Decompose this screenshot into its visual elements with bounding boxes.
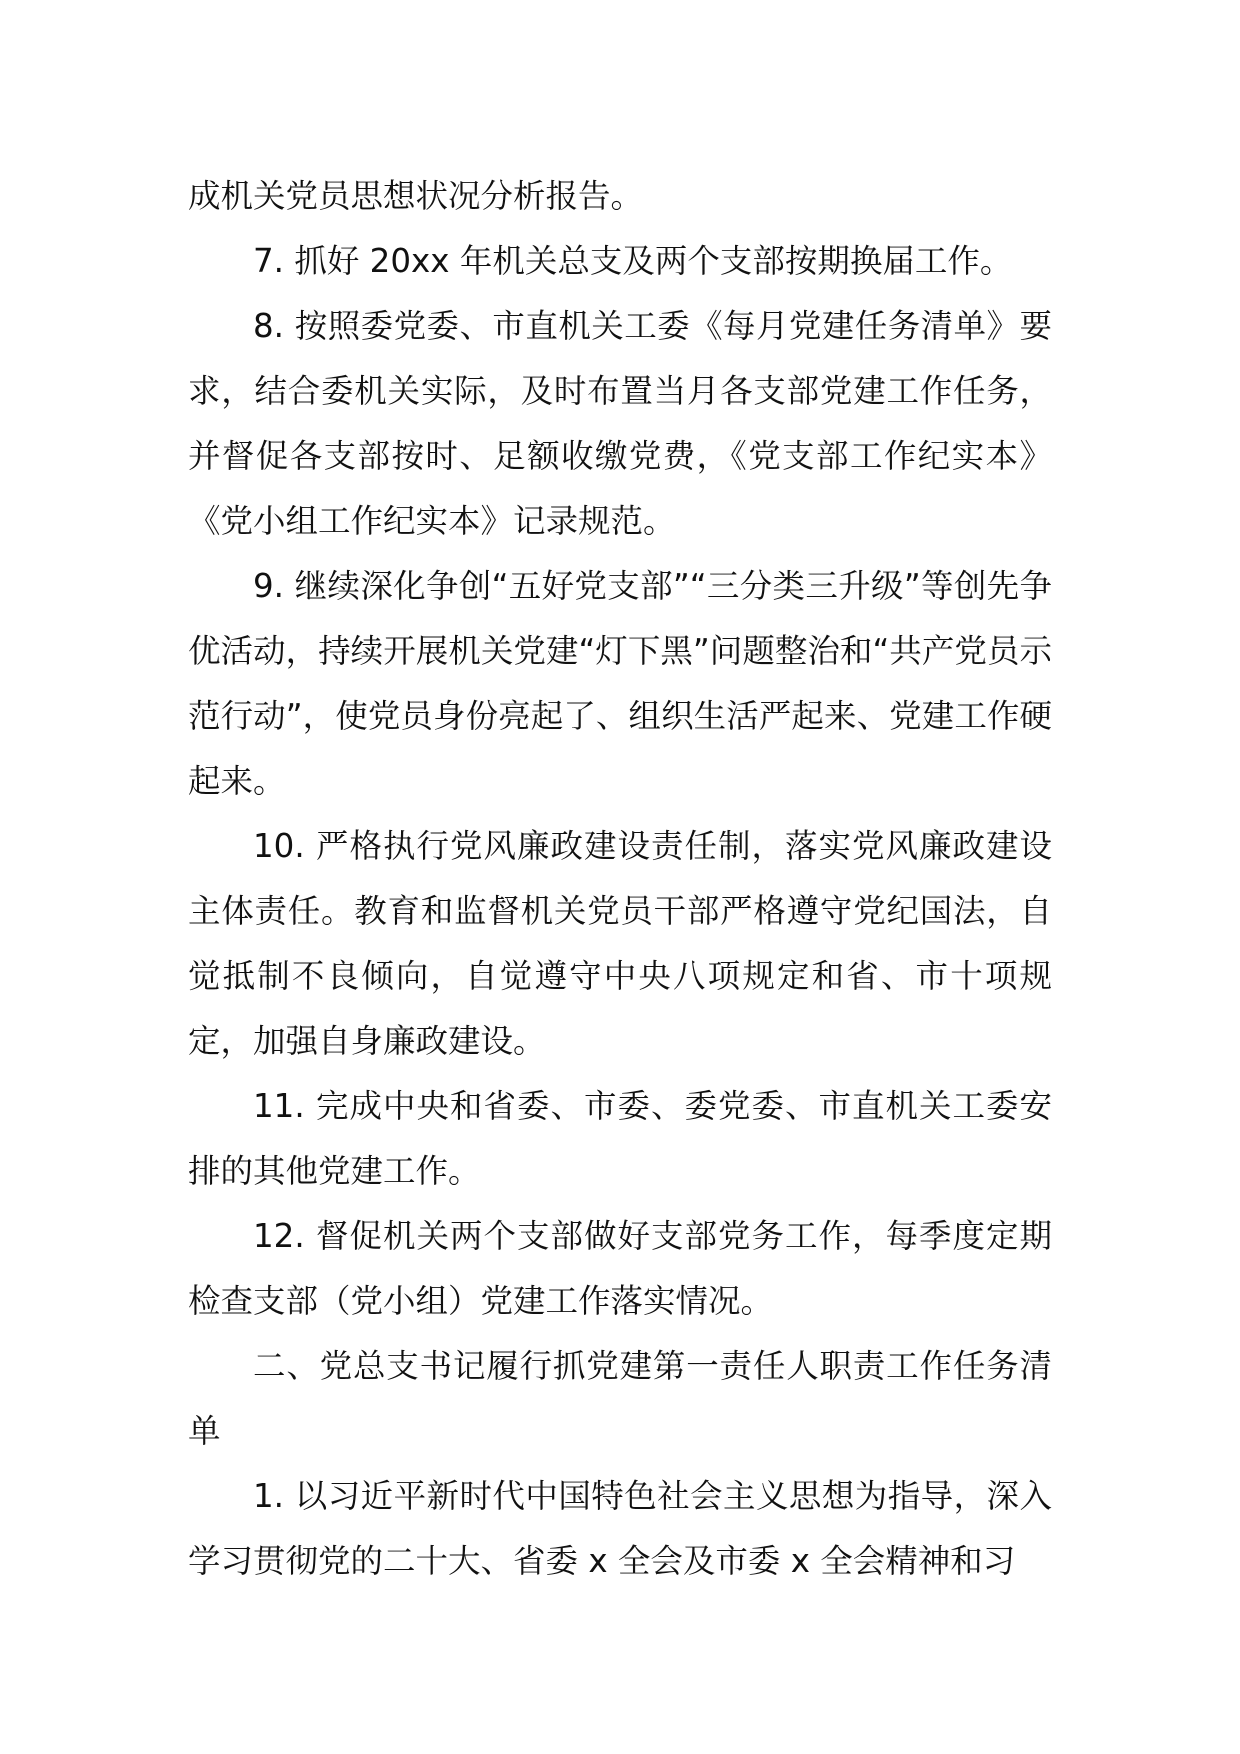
paragraph-item-10: 10. 严格执行党风廉政建设责任制，落实党风廉政建设主体责任。教育和监督机关党员干部严格遵守党纪国法，自觉抵制不良倾向，自觉遵守中央八项规定和省、市十项规定，加强自身廉政建设。 <box>188 827 1052 1060</box>
section-heading-2: 二、党总支书记履行抓党建第一责任人职责工作任务清单 <box>188 1347 1052 1450</box>
paragraph-item-7: 7. 抓好 20xx 年机关总支及两个支部按期换届工作。 <box>253 242 1013 280</box>
paragraph-item-8: 8. 按照委党委、市直机关工委《每月党建任务清单》要求，结合委机关实际，及时布置当月各支部党建工作任务，并督促各支部按时、足额收缴党费，《党支部工作纪实本》《党小组工作纪实本》记录规范。 <box>188 307 1052 540</box>
paragraph-item-1: 1. 以习近平新时代中国特色社会主义思想为指导，深入学习贯彻党的二十大、省委 x 全会及市委 x 全会精神和习 <box>188 1477 1052 1580</box>
paragraph-continuation: 成机关党员思想状况分析报告。 <box>188 177 644 215</box>
document-body <box>188 164 1052 1594</box>
paragraph-item-11: 11. 完成中央和省委、市委、委党委、市直机关工委安排的其他党建工作。 <box>188 1087 1052 1190</box>
paragraph-item-9: 9. 继续深化争创“五好党支部”“三分类三升级”等创先争优活动，持续开展机关党建“灯下黑”问题整治和“共产党员示范行动”，使党员身份亮起了、组织生活严起来、党建工作硬起来。 <box>188 567 1052 800</box>
paragraph-item-12: 12. 督促机关两个支部做好支部党务工作，每季度定期检查支部（党小组）党建工作落实情况。 <box>188 1217 1052 1320</box>
